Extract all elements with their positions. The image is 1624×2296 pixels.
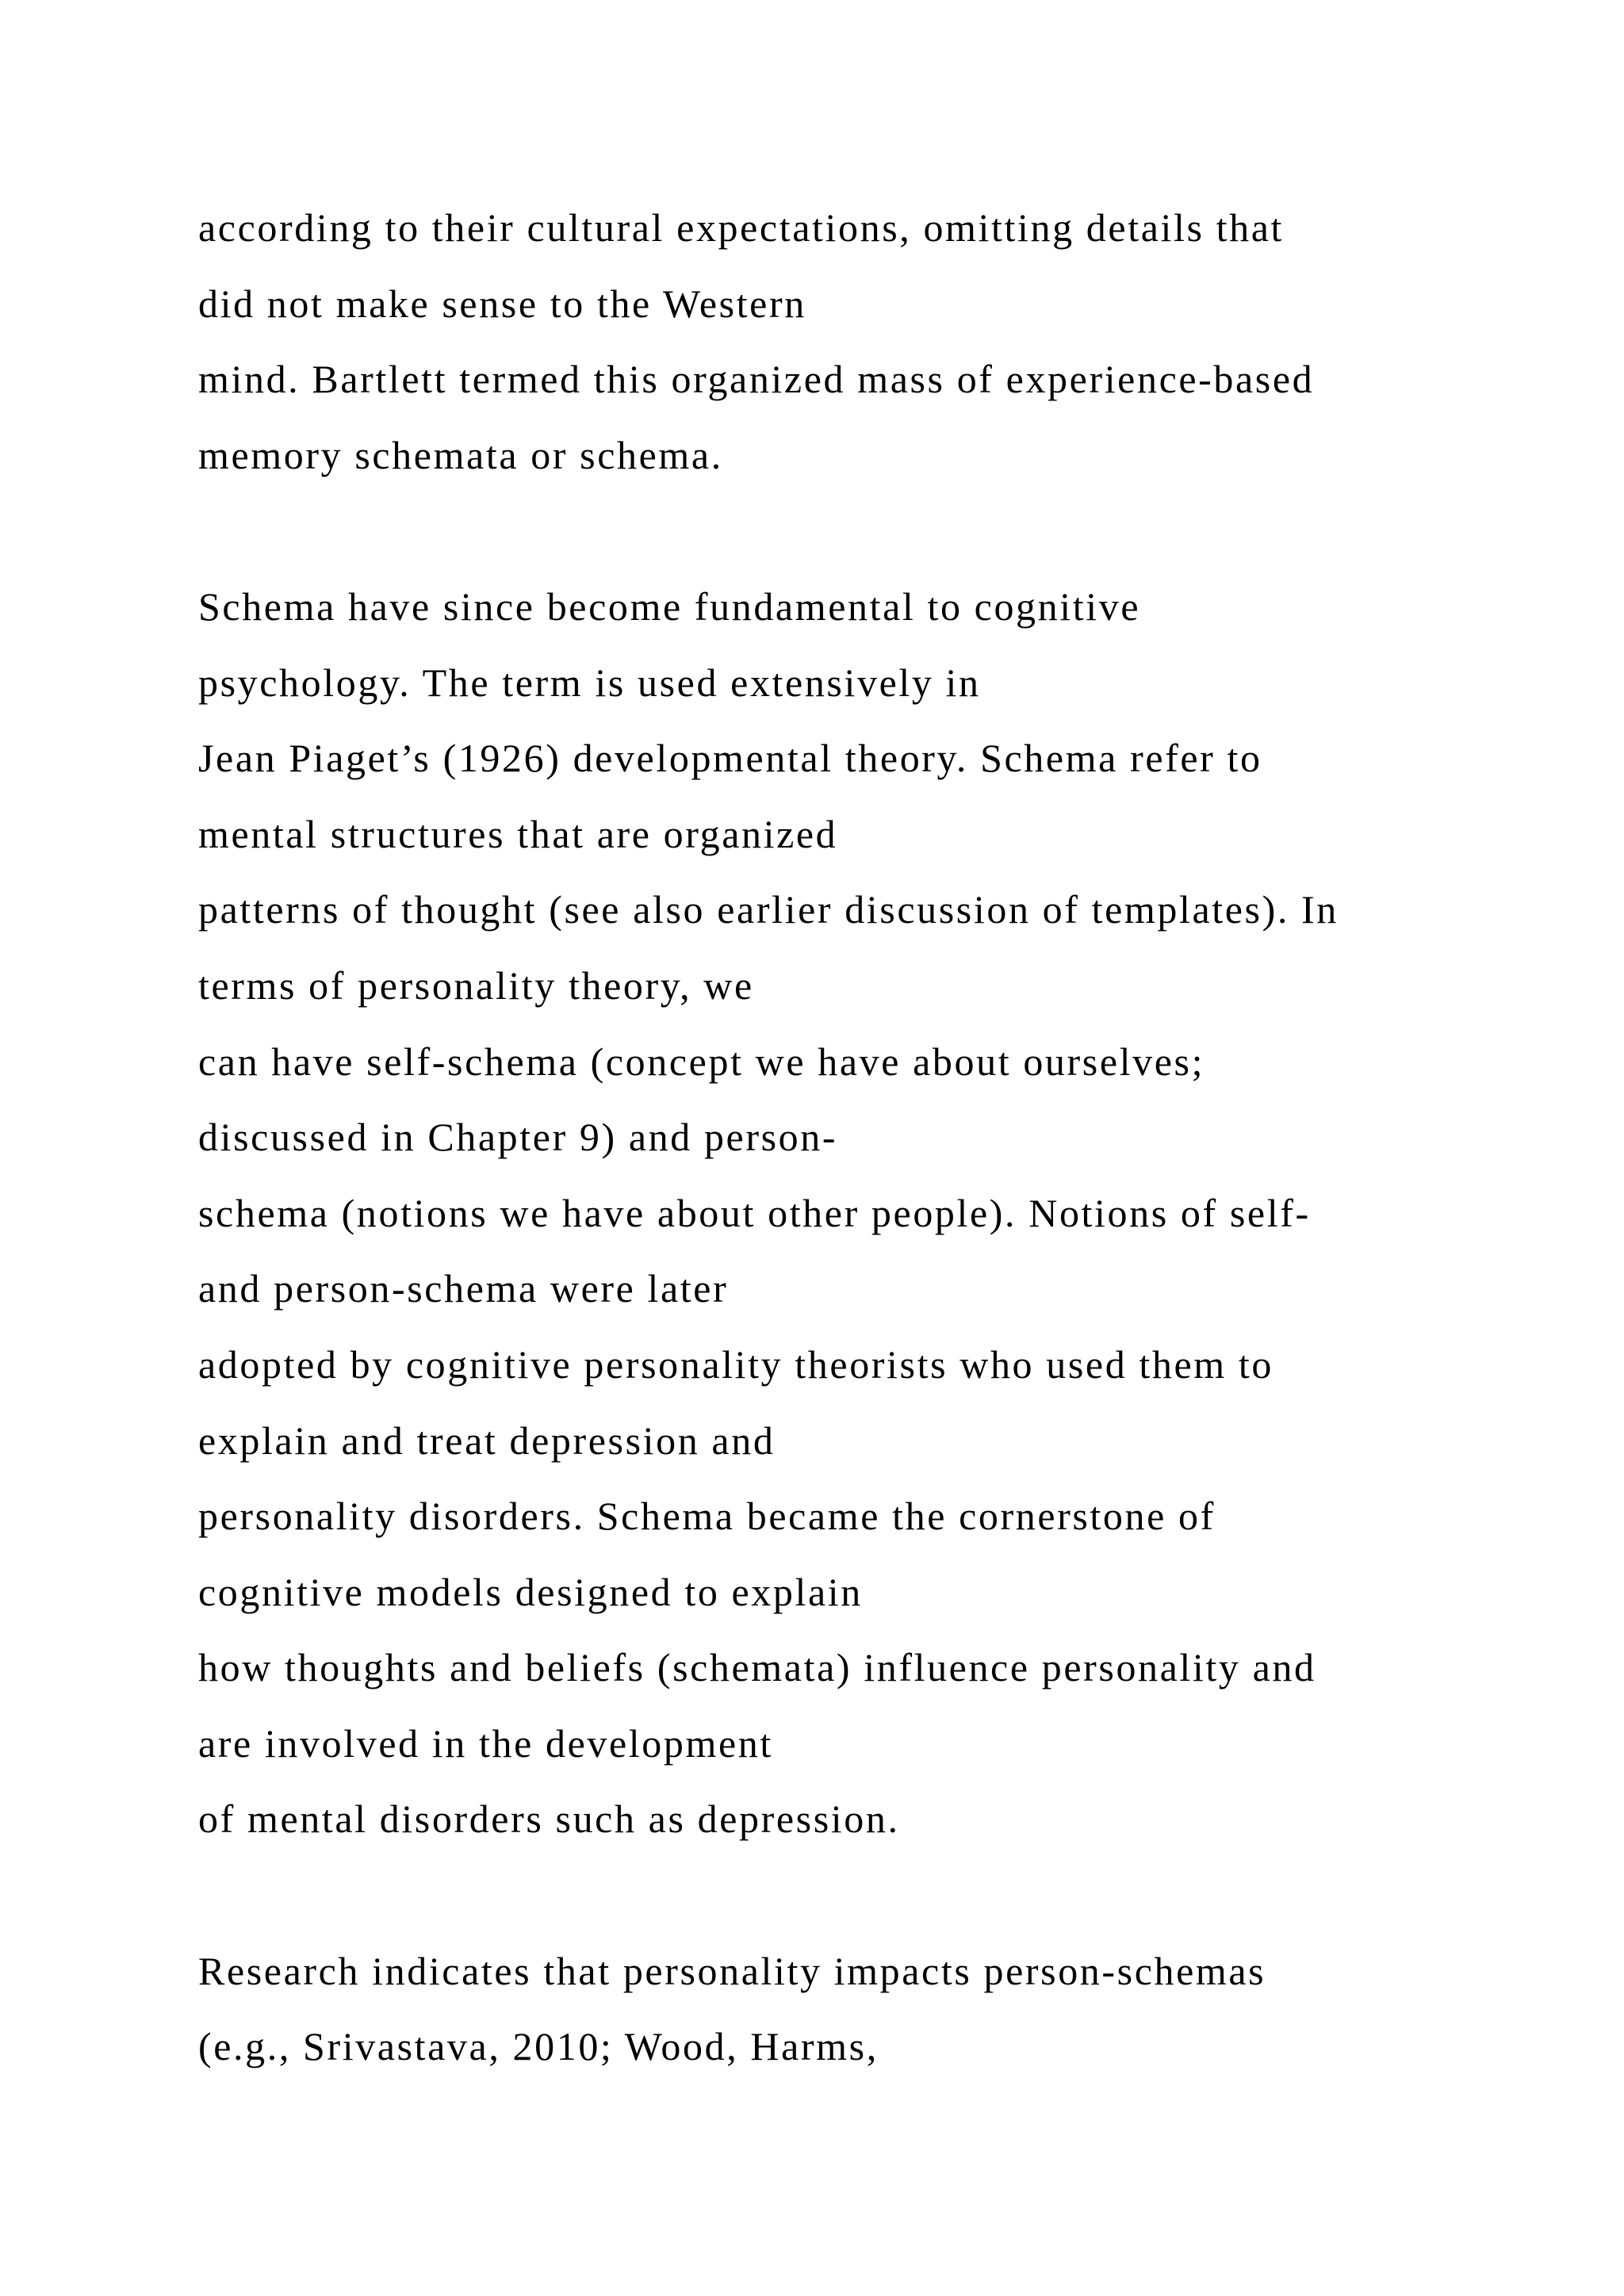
text-line: patterns of thought (see also earlier discussion of templates). In bbox=[198, 887, 1339, 932]
text-line: according to their cultural expectations, omitting details that bbox=[198, 205, 1284, 250]
text-line: memory schemata or schema. bbox=[198, 432, 723, 477]
text-line: explain and treat depression and bbox=[198, 1418, 776, 1463]
text-line: can have self-schema (concept we have about ourselves; bbox=[198, 1039, 1205, 1084]
text-line: cognitive models designed to explain bbox=[198, 1569, 863, 1614]
paragraph-spacer bbox=[198, 493, 1546, 569]
text-line: personality disorders. Schema became the cornerstone of bbox=[198, 1494, 1216, 1539]
text-line: and person-schema were later bbox=[198, 1266, 729, 1311]
text-line: terms of personality theory, we bbox=[198, 962, 754, 1008]
text-line: psychology. The term is used extensively in bbox=[198, 660, 981, 705]
text-line: mental structures that are organized bbox=[198, 811, 838, 856]
text-line: Schema have since become fundamental to cognitive bbox=[198, 584, 1141, 629]
paragraph-spacer bbox=[198, 1858, 1546, 1934]
text-line: adopted by cognitive personality theorists who used them to bbox=[198, 1341, 1274, 1387]
text-line: Research indicates that personality impacts person-schemas bbox=[198, 1948, 1266, 1993]
text-line: did not make sense to the Western bbox=[198, 281, 806, 326]
text-line: (e.g., Srivastava, 2010; Wood, Harms, bbox=[198, 2024, 879, 2069]
paragraph-1 bbox=[198, 190, 1546, 493]
text-line: how thoughts and beliefs (schemata) influence personality and bbox=[198, 1645, 1316, 1690]
text-line: schema (notions we have about other people). Notions of self- bbox=[198, 1190, 1311, 1235]
paragraph-3 bbox=[198, 1934, 1546, 2085]
paragraph-2 bbox=[198, 569, 1546, 1858]
body-text bbox=[198, 190, 1546, 2085]
text-line: mind. Bartlett termed this organized mass of experience-based bbox=[198, 357, 1315, 402]
text-line: discussed in Chapter 9) and person- bbox=[198, 1115, 838, 1160]
text-line: Jean Piaget’s (1926) developmental theory. Schema refer to bbox=[198, 736, 1262, 781]
text-line: of mental disorders such as depression. bbox=[198, 1797, 900, 1842]
text-line: are involved in the development bbox=[198, 1720, 773, 1766]
